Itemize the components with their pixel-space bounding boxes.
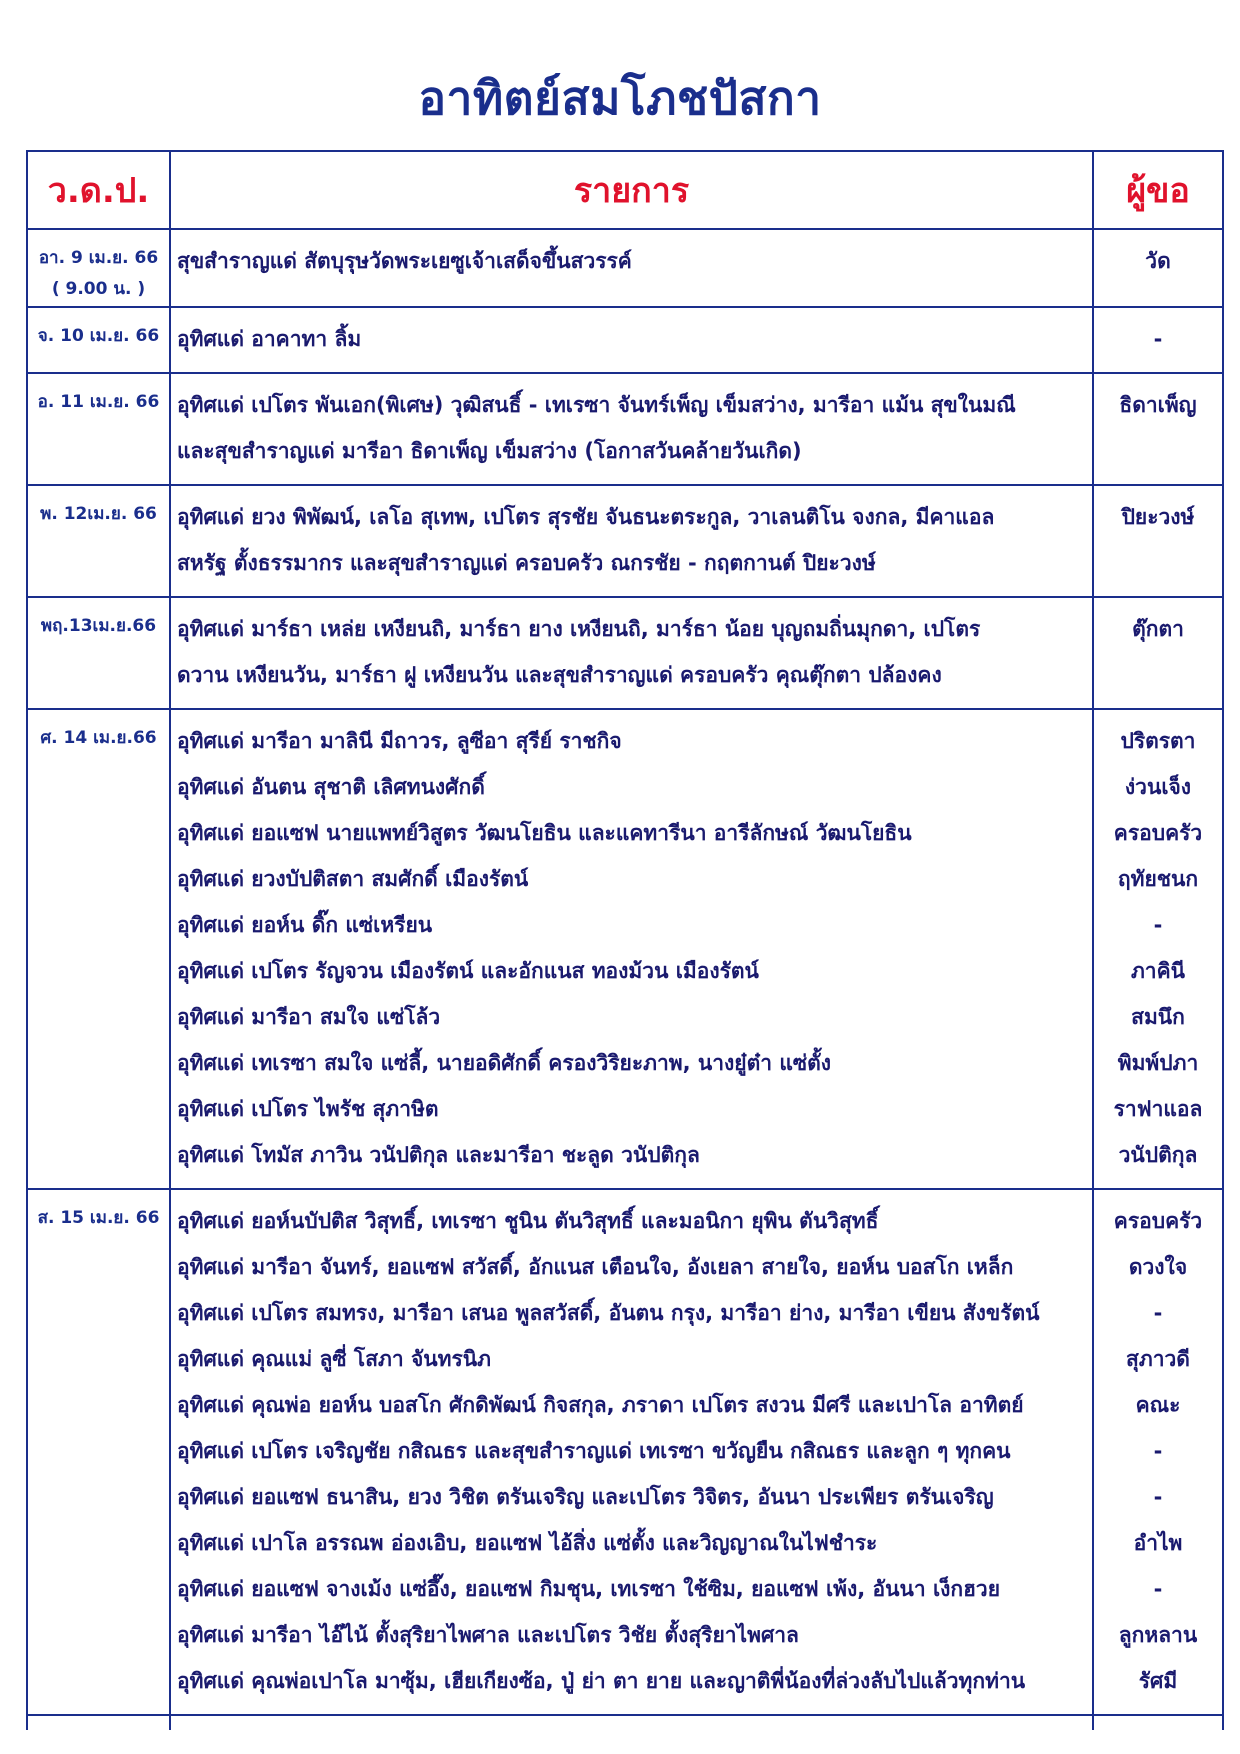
requester-name: วัด [1145,249,1171,273]
row-date: พ. 12เม.ย. 66 [40,504,157,524]
intention-line: อุทิศแด่ โทมัส ภาวิน วนัปติกุล และมารีอา ชะลูด วนัปติกุล [177,1143,700,1167]
intention-line: อุทิศแด่ มาร์ธา เหล่ย เหงียนถิ, มาร์ธา ยาง เหงียนถิ, มาร์ธา น้อย บุญถมถิ่นมุกดา, เปโตร [177,617,981,641]
intention-line: อุทิศแด่ ยอห์น ดิ๊ก แซ่เหรียน [177,913,433,937]
page-title: อาทิตย์สมโภชปัสกา [418,71,822,125]
continuation-cell [1093,1715,1223,1730]
row-date: ศ. 14 เม.ย.66 [40,728,157,748]
row-date-cell [27,709,170,1189]
intention-line: อุทิศแด่ ยอแซฟ จางเม้ง แซ่อึ๊ง, ยอแซฟ กิมชุน, เทเรซา ใช้ซิม, ยอแซฟ เพ้ง, อันนา เง็กฮวย [177,1577,1001,1601]
requester-name: ปริตรตา [1120,729,1196,753]
intention-line: อุทิศแด่ คุณแม่ ลูซี่ โสภา จันทรนิภ [177,1347,491,1371]
intention-line: สุขสำราญแด่ สัตบุรุษวัดพระเยซูเจ้าเสด็จขึ้นสวรรค์ [177,249,632,273]
requester-name: ราฟาแอล [1113,1097,1203,1121]
requester-name: รัศมี [1138,1669,1178,1693]
row-date: อา. 9 เม.ย. 66 [38,248,159,268]
requester-name: - [1153,1301,1163,1325]
table-row [27,709,1223,1189]
intention-line: ดวาน เหงียนวัน, มาร์ธา ฝู เหงียนวัน และสุขสำราญแด่ ครอบครัว คุณตุ๊กตา ปล้องคง [177,663,942,687]
row-intentions-cell [170,229,1093,307]
row-date-cell [27,307,170,373]
intention-line: อุทิศแด่ เทเรซา สมใจ แซ่ลี้, นายอดิศักดิ์ ครองวิริยะภาพ, นางยู๋ต๋า แซ่ตั้ง [177,1051,832,1075]
row-requester-cell [1093,307,1223,373]
table-row-continuation [27,1715,1223,1730]
intention-line: อุทิศแด่ เปโตร พันเอก(พิเศษ) วุฒิสนธิ์ - เทเรซา จันทร์เพ็ญ เข็มสว่าง, มารีอา แม้น สุขในมณี [177,393,1016,417]
row-requester-cell [1093,709,1223,1189]
requester-name: สุภาวดี [1126,1347,1190,1371]
intention-line: อุทิศแด่ คุณพ่อเปาโล มาซุ้ม, เฮียเกียงซ้อ, ปู่ ย่า ตา ยาย และญาติพี่น้องที่ล่วงลับไปแล้วทุกท่าน [177,1669,1026,1693]
requester-name: - [1153,1439,1163,1463]
requester-name: - [1153,327,1163,351]
requester-name: ง่วนเจ็ง [1124,775,1192,799]
intention-line: อุทิศแด่ มารีอา มาลินี มีถาวร, ลูซีอา สุรีย์ ราชกิจ [177,729,622,753]
row-time: ( 9.00 น. ) [51,279,146,299]
row-date-cell [27,485,170,597]
table-row [27,229,1223,307]
intention-line: อุทิศแด่ ยอแซฟ นายแพทย์วิสูตร วัฒนโยธิน และแคทารีนา อารีลักษณ์ วัฒนโยธิน [177,821,912,845]
requester-name: ครอบครัว [1113,821,1203,845]
row-date: อ. 11 เม.ย. 66 [37,392,160,412]
row-intentions-cell [170,373,1093,485]
intention-line: อุทิศแด่ มารีอา จันทร์, ยอแซฟ สวัสดิ์, อักแนส เตือนใจ, อังเยลา สายใจ, ยอห์น บอสโก เหล็ก [177,1255,1014,1279]
requester-name: ฤทัยชนก [1117,867,1199,891]
intention-line: อุทิศแด่ มารีอา ไอ๊ไน้ ตั้งสุริยาไพศาล และเปโตร วิชัย ตั้งสุริยาไพศาล [177,1623,799,1647]
requester-name: อำไพ [1133,1531,1183,1555]
requester-name: ดวงใจ [1128,1255,1188,1279]
intention-line: อุทิศแด่ เปโตร สมทรง, มารีอา เสนอ พูลสวัสดิ์, อันตน กรุง, มารีอา ย่าง, มารีอา เขียน สังขรัตน์ [177,1301,1040,1325]
requester-name: ครอบครัว [1113,1209,1203,1233]
row-requester-cell [1093,485,1223,597]
row-date-cell [27,373,170,485]
requester-name: ลูกหลาน [1118,1623,1198,1647]
intention-line: อุทิศแด่ อันตน สุชาติ เลิศทนงศักดิ์ [177,775,485,799]
requester-name: คณะ [1135,1393,1181,1417]
requester-name: - [1153,913,1163,937]
requester-name: ปิยะวงษ์ [1121,505,1195,529]
continuation-cell [170,1715,1093,1730]
row-date: จ. 10 เม.ย. 66 [37,326,160,346]
row-requester-cell [1093,1189,1223,1715]
row-date-cell [27,597,170,709]
table-row [27,485,1223,597]
row-requester-cell [1093,229,1223,307]
requester-name: ธิดาเพ็ญ [1119,393,1197,417]
row-intentions-cell [170,597,1093,709]
requester-name: ภาคินี [1130,959,1186,983]
header-date: ว.ด.ป. [27,151,170,229]
intention-line: อุทิศแด่ อาคาทา ลิ้ม [177,327,362,351]
row-date: ส. 15 เม.ย. 66 [37,1208,160,1228]
requester-name: - [1153,1577,1163,1601]
requester-name: พิมพ์ปภา [1117,1051,1199,1075]
row-intentions-cell [170,307,1093,373]
intention-line: อุทิศแด่ เปาโล อรรณพ อ่องเอิบ, ยอแซฟ ไอ้สิ่ง แซ่ตั้ง และวิญญาณในไฟชำระ [177,1531,878,1555]
intention-line: อุทิศแด่ มารีอา สมใจ แซ่โล้ว [177,1005,441,1029]
requester-name: วนัปติกุล [1118,1143,1198,1167]
header-requester: ผู้ขอ [1093,151,1223,229]
row-requester-cell [1093,373,1223,485]
intention-line: อุทิศแด่ คุณพ่อ ยอห์น บอสโก ศักดิพัฒน์ กิจสกุล, ภราดา เปโตร สงวน มีศรี และเปาโล อาทิตย์ [177,1393,1024,1417]
row-intentions-cell [170,709,1093,1189]
row-intentions-cell [170,1189,1093,1715]
header-row [27,151,1223,229]
row-intentions-cell [170,485,1093,597]
requester-name: - [1153,1485,1163,1509]
intention-line: อุทิศแด่ เปโตร รัญจวน เมืองรัตน์ และอักแนส ทองม้วน เมืองรัตน์ [177,959,759,983]
table-body [27,229,1223,1730]
intention-line: อุทิศแด่ ยอห์นบัปติส วิสุทธิ์, เทเรซา ชูนิน ตันวิสุทธิ์ และมอนิกา ยุพิน ตันวิสุทธิ์ [177,1209,879,1233]
requester-name: ตุ๊กตา [1132,617,1184,641]
intention-line: อุทิศแด่ ยอแซฟ ธนาสิน, ยวง วิชิต ตรันเจริญ และเปโตร วิจิตร, อันนา ประเพียร ตรันเจริญ [177,1485,994,1509]
intentions-table [26,150,1224,1730]
table-row [27,597,1223,709]
row-requester-cell [1093,597,1223,709]
requester-name: สมนึก [1131,1005,1185,1029]
intention-line: อุทิศแด่ ยวงบัปติสตา สมศักดิ์ เมืองรัตน์ [177,867,529,891]
intention-line: อุทิศแด่ เปโตร เจริญชัย กสิณธร และสุขสำราญแด่ เทเรซา ขวัญยืน กสิณธร และลูก ๆ ทุกคน [177,1439,1011,1463]
row-date-cell [27,1189,170,1715]
table-row [27,1189,1223,1715]
continuation-cell [27,1715,170,1730]
table-row [27,307,1223,373]
intention-line: อุทิศแด่ เปโตร ไพรัช สุภาษิต [177,1097,439,1121]
table-row [27,373,1223,485]
intention-line: และสุขสำราญแด่ มารีอา ธิดาเพ็ญ เข็มสว่าง (โอกาสวันคล้ายวันเกิด) [177,439,802,463]
intention-line: อุทิศแด่ ยวง พิพัฒน์, เลโอ สุเทพ, เปโตร สุรชัย จันธนะตระกูล, วาเลนติโน จงกล, มีคาแอล [177,505,995,529]
row-date-cell [27,229,170,307]
header-list: รายการ [170,151,1093,229]
intention-line: สหรัฐ ตั้งธรรมากร และสุขสำราญแด่ ครอบครัว ณกรชัย - กฤตกานต์ ปิยะวงษ์ [177,551,876,575]
row-date: พฤ.13เม.ย.66 [40,616,157,636]
